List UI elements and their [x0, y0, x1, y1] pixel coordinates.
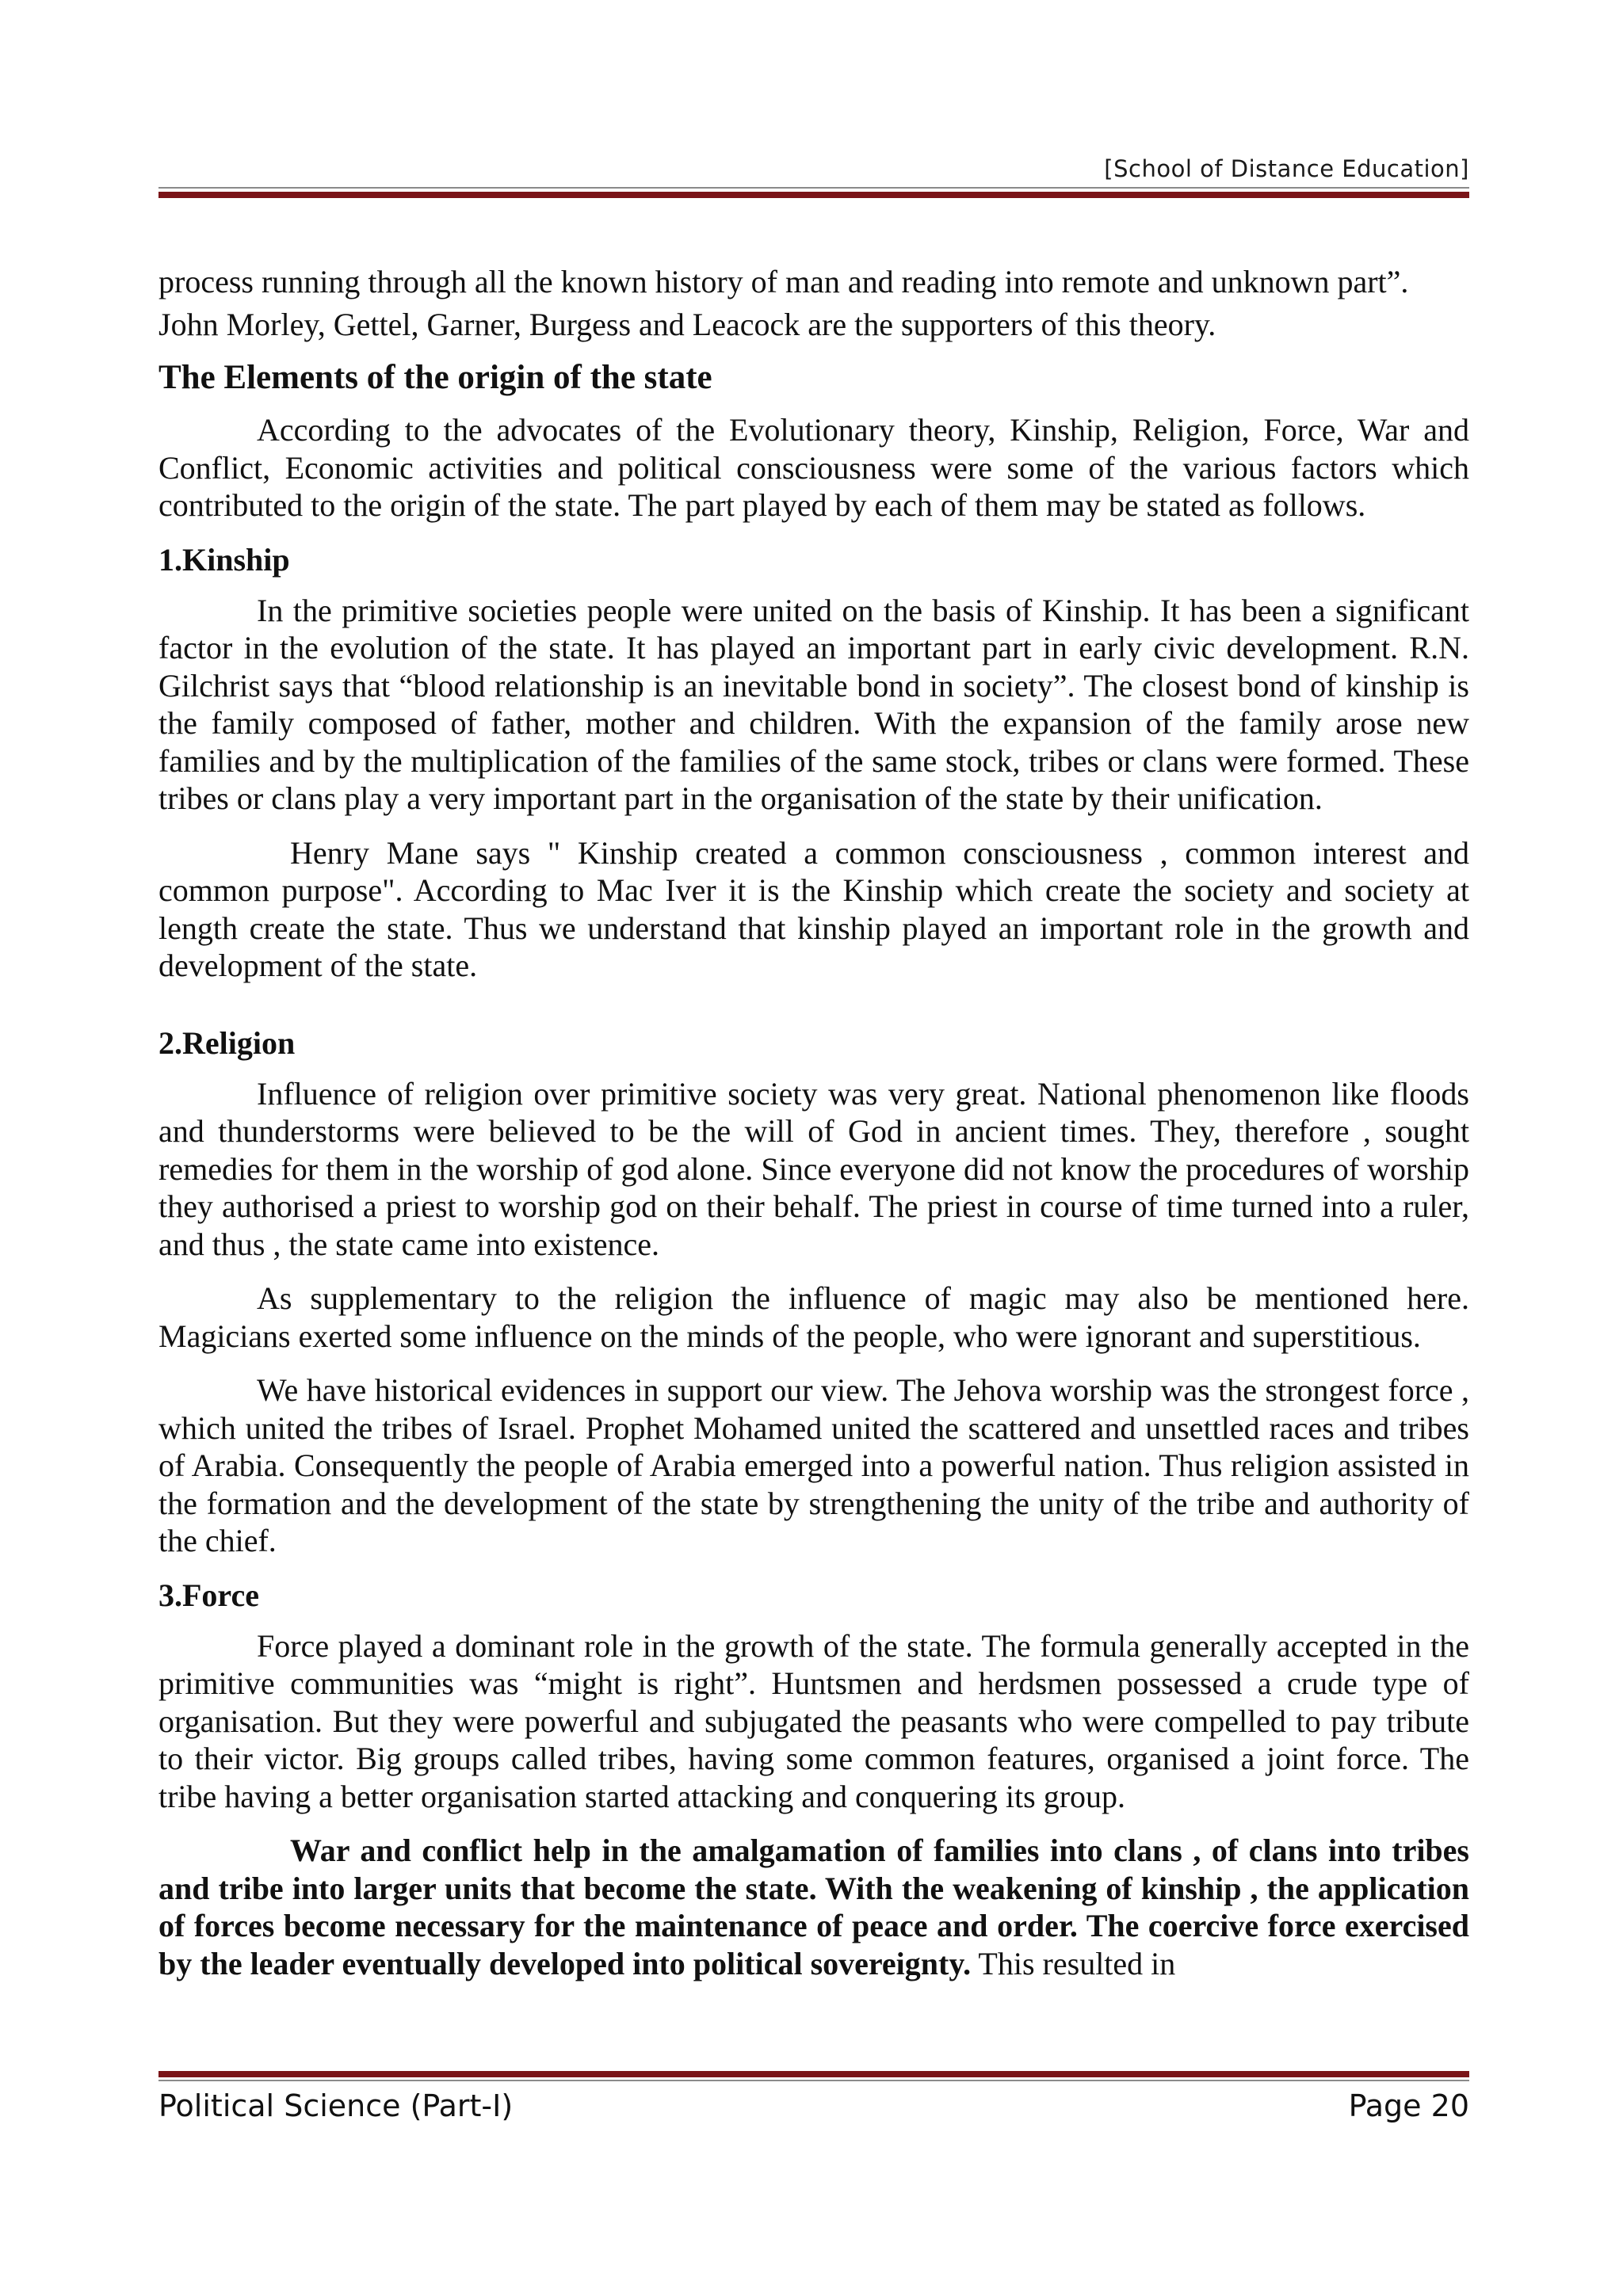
header-rule-thick: [158, 192, 1469, 198]
religion-paragraph-1: Influence of religion over primitive society was very great. National phenomenon like floods and thunderstorms were believed to be the will of God in ancient times. They, therefore , sought remedies for them in the worship of god alone. Since everyone did not know the procedures of worship they authorised a priest to worship god on their behalf. The priest in course of time turned into a ruler, and thus , the state came into existence.: [158, 1075, 1469, 1262]
intro-line-2: John Morley, Gettel, Garner, Burgess and Leacock are the supporters of this theory.: [158, 306, 1216, 342]
religion-paragraph-3: We have historical evidences in support our view. The Jehova worship was the strongest force , which united the tribes of Israel. Prophet Mohamed united the scattered and unsettled races and tribes of Arabia. Consequently the people of Arabia emerged into a powerful nation. Thus religion assisted in the formation and the development of the state by strengthening the unity of the tribe and authority of the chief.: [158, 1372, 1469, 1558]
section-title: The Elements of the origin of the state: [158, 359, 712, 396]
force-paragraph-1: Force played a dominant role in the growth of the state. The formula generally accepted in the primitive communities was “might is right”. Huntsmen and herdsmen possessed a crude type of organisation. But they were powerful and subjugated the peasants who were compelled to pay tribute to their victor. Big groups called tribes, having some common features, organised a joint force. The tribe having a better organisation started attacking and conquering its group.: [158, 1627, 1469, 1814]
body-text: [158, 263, 1469, 1999]
force-paragraph-2-tail: This resulted in: [971, 1945, 1176, 1981]
header-title: [School of Distance Education]: [1104, 155, 1469, 182]
header-rule-thin: [158, 187, 1469, 189]
intro-line-1: process running through all the known history of man and reading into remote and unknown part”.: [158, 264, 1409, 299]
footer-course-title: Political Science (Part-I): [158, 2088, 514, 2123]
footer-rule-thick: [158, 2071, 1469, 2077]
force-heading: 3.Force: [158, 1577, 259, 1613]
kinship-paragraph-2: Henry Mane says " Kinship created a common consciousness , common interest and common purpose". According to Mac Iver it is the Kinship which create the society and society at length create the state. Thus we understand that kinship played an important role in the growth and development of the state.: [158, 834, 1469, 983]
section-intro-paragraph: According to the advocates of the Evolutionary theory, Kinship, Religion, Force, War and Conflict, Economic activities and political consciousness were some of the various factors which contributed to the origin of the state. The part played by each of them may be stated as follows.: [158, 412, 1469, 523]
force-paragraph-2-bold: War and conflict help in the amalgamation of families into clans , of clans into tribes and tribe into larger units that become the state. With the weakening of kinship , the application of forces become necessary for the maintenance of peace and order. The coercive force exercised by the leader eventually developed into political sovereignty.: [158, 1833, 1469, 1981]
religion-heading: 2.Religion: [158, 1024, 296, 1061]
footer-page-number: Page 20: [1348, 2088, 1469, 2123]
religion-paragraph-2: As supplementary to the religion the influence of magic may also be mentioned here. Magicians exerted some influence on the minds of the people, who were ignorant and superstitious.: [158, 1280, 1469, 1354]
footer-rule-thin: [158, 2080, 1469, 2081]
force-paragraph-2: [158, 1832, 1469, 1982]
kinship-paragraph-1: In the primitive societies people were united on the basis of Kinship. It has been a significant factor in the evolution of the state. It has played an important part in early civic development. R.N. Gilchrist says that “blood relationship is an inevitable bond in society”. The closest bond of kinship is the family composed of father, mother and children. With the expansion of the family arose new families and by the multiplication of the families of the same stock, tribes or clans were formed. These tribes or clans play a very important part in the organisation of the state by their unification.: [158, 592, 1469, 816]
kinship-heading: 1.Kinship: [158, 541, 290, 578]
